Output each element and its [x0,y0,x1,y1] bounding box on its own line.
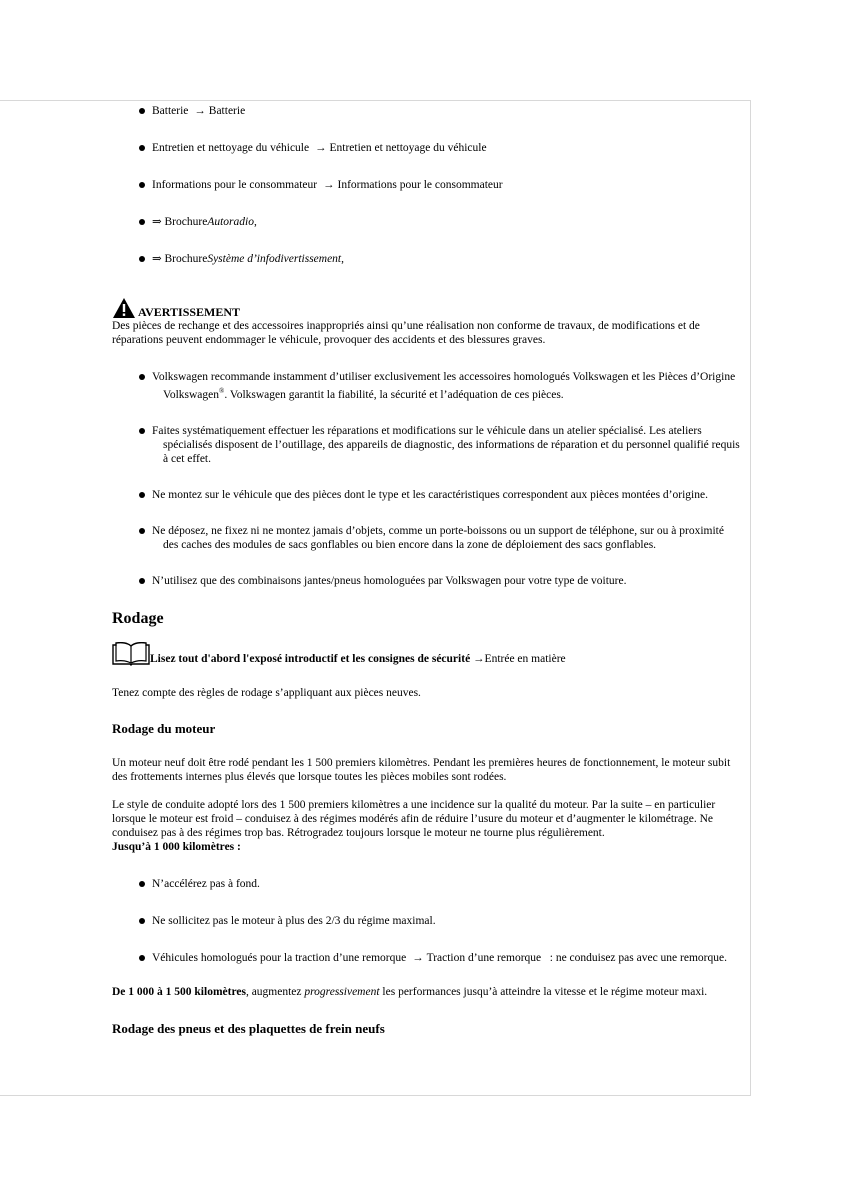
bullet-icon [139,955,145,961]
arrow-icon: → [473,652,485,665]
arrow-icon: → [194,105,206,117]
list-item: N’utilisez que des combinaisons jantes/pneus homologuées par Volkswagen pour votre type de voiture. [112,574,742,588]
bullet-icon [139,492,145,498]
bullet-icon [139,145,145,151]
engine-break-in-list [112,877,742,965]
bullet-icon [139,108,145,114]
list-item: Entretien et nettoyage du véhicule → Entretien et nettoyage du véhicule [112,141,742,155]
bullet-icon [139,256,145,262]
arrow-icon: → [412,951,424,964]
bullet-icon [139,428,145,434]
list-item: Véhicules homologués pour la traction d’une remorque → Traction d’une remorque : ne conduisez pas avec une remorque. [112,951,742,965]
bullet-icon [139,881,145,887]
book-icon [112,642,150,666]
cross-reference-link[interactable]: Informations pour le consommateur [337,179,503,191]
list-item: Batterie → Batterie [112,104,742,118]
cross-reference-link[interactable]: Entretien et nettoyage du véhicule [329,142,487,154]
list-item: Ne montez sur le véhicule que des pièces dont le type et les caractéristiques correspondent aux pièces montées d’origine. [112,488,742,502]
bullet-icon [139,528,145,534]
list-item: Volkswagen recommande instamment d’utiliser exclusivement les accessoires homologués Volkswagen et les Pièces d’Origine Volkswagen®. Volkswagen garantit la fiabilité, la sécurité et l’adéquation de ces pièces. [112,370,742,402]
paragraph: Tenez compte des règles de rodage s’appliquant aux pièces neuves. [112,686,421,699]
reference-list [112,104,742,266]
section-title: Rodage [112,609,164,627]
arrow-icon: → [314,142,327,154]
list-item: ⇒ BrochureAutoradio, [112,215,742,229]
cross-reference-link[interactable]: Traction d’une remorque [426,951,542,964]
bullet-icon [139,918,145,924]
bullet-icon [139,182,145,188]
cross-reference-link[interactable]: Entrée en matière [484,652,566,665]
cross-reference-link[interactable]: Batterie [208,105,246,117]
read-first-note: Lisez tout d'abord l'exposé introductif et les consignes de sécurité →Entrée en matière [112,642,742,666]
warning-header [112,297,742,319]
document-content [112,104,742,1037]
list-item: Faites systématiquement effectuer les réparations et modifications sur le véhicule dans un atelier spécialisé. Les ateliers spécialisés disposent de l’outillage, des appareils de diagnostic, des informations de réparation et du personnel qualifié requis à cet effet. [112,424,742,466]
paragraph: Le style de conduite adopté lors des 1 500 premiers kilomètres a une incidence sur la qualité du moteur. Par la suite – en particulier lorsque le moteur est froid – conduisez à des régimes modérés afin de réduire l’usure du moteur et d’augmenter le kilométrage. Ne conduisez pas à des régimes trop bas. Rétrogradez toujours lorsque le moteur ne tourne plus régulièrement. Jusqu’à 1 000 kilomètres : [112,798,716,853]
list-item: Ne déposez, ne fixez ni ne montez jamais d’objets, comme un porte-boissons ou un support de téléphone, sur ou à proximité des caches des modules de sacs gonflables ou bien encore dans la zone de déploiement des sacs gonflables. [112,524,742,552]
list-item: N’accélérez pas à fond. [112,877,742,891]
bullet-icon [139,374,145,380]
paragraph: Un moteur neuf doit être rodé pendant les 1 500 premiers kilomètres. Pendant les premières heures de fonctionnement, le moteur subit des frottements internes plus élevés que lorsque toutes les pièces mobiles sont rodées. [112,756,731,783]
subsection-title: Rodage du moteur [112,720,216,736]
bullet-icon [139,578,145,584]
list-item: Informations pour le consommateur → Informations pour le consommateur [112,178,742,192]
warning-title: AVERTISSEMENT [138,305,241,319]
list-item: Ne sollicitez pas le moteur à plus des 2/3 du régime maximal. [112,914,742,928]
warning-list [112,370,742,588]
paragraph: De 1 000 à 1 500 kilomètres, augmentez progressivement les performances jusqu’à atteindre la vitesse et le régime moteur maxi. [112,985,708,998]
arrow-icon: → [323,179,335,191]
warning-icon [112,297,136,319]
list-item: ⇒ BrochureSystème d’infodivertissement, [112,252,742,266]
bullet-icon [139,219,145,225]
subsection-title: Rodage des pneus et des plaquettes de frein neufs [112,1020,385,1036]
warning-intro: Des pièces de rechange et des accessoires inappropriés ainsi qu’une réalisation non conforme de travaux, de modifications et de réparations peuvent endommager le véhicule, provoquer des accidents et des blessures graves. [112,320,700,346]
